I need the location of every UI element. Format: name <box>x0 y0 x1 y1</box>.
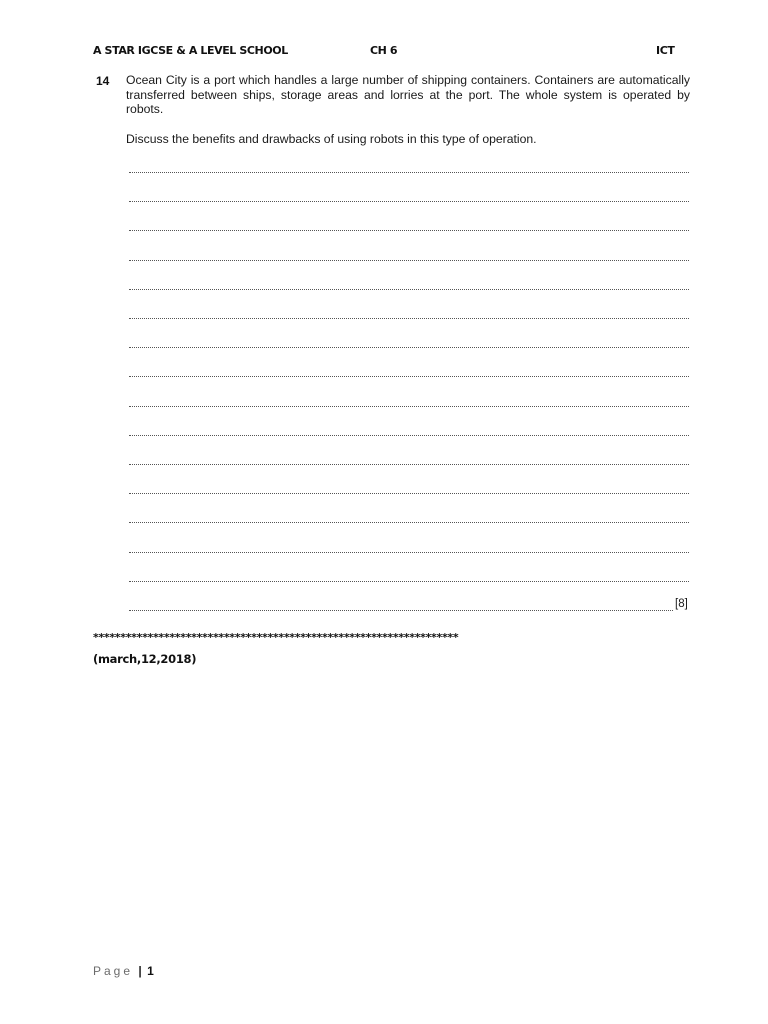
answer-line[interactable] <box>129 610 673 611</box>
answer-line[interactable] <box>129 260 689 261</box>
date-label: (march,12,2018) <box>93 652 197 666</box>
question-prompt: Discuss the benefits and drawbacks of using robots in this type of operation. <box>126 132 537 146</box>
page-number: 1 <box>147 964 154 978</box>
answer-line[interactable] <box>129 376 689 377</box>
page-footer <box>93 964 154 978</box>
marks-label: [8] <box>675 598 688 610</box>
page-header <box>93 44 683 60</box>
footer-page-label: Page <box>93 964 134 978</box>
answer-line[interactable] <box>129 230 689 231</box>
answer-line[interactable] <box>129 581 689 582</box>
footer-separator: | <box>138 964 142 978</box>
chapter-label: CH 6 <box>370 44 398 57</box>
answer-line[interactable] <box>129 522 689 523</box>
answer-line[interactable] <box>129 347 689 348</box>
answer-line[interactable] <box>129 406 689 407</box>
answer-line[interactable] <box>129 318 689 319</box>
answer-line[interactable] <box>129 435 689 436</box>
answer-line[interactable] <box>129 552 689 553</box>
answer-line[interactable] <box>129 172 689 173</box>
school-name: A STAR IGCSE & A LEVEL SCHOOL <box>93 44 288 57</box>
question-text: Ocean City is a port which handles a large number of shipping containers. Containers are automatically transferred between ships, storage areas and lorries at the port. The whole system is operated by robots. <box>126 73 690 116</box>
answer-line[interactable] <box>129 289 689 290</box>
answer-line[interactable] <box>129 464 689 465</box>
answer-line[interactable] <box>129 201 689 202</box>
question-number: 14 <box>96 74 110 88</box>
separator-line: ******************************************************************* <box>93 631 459 644</box>
subject-label: ICT <box>656 44 675 57</box>
answer-line[interactable] <box>129 493 689 494</box>
